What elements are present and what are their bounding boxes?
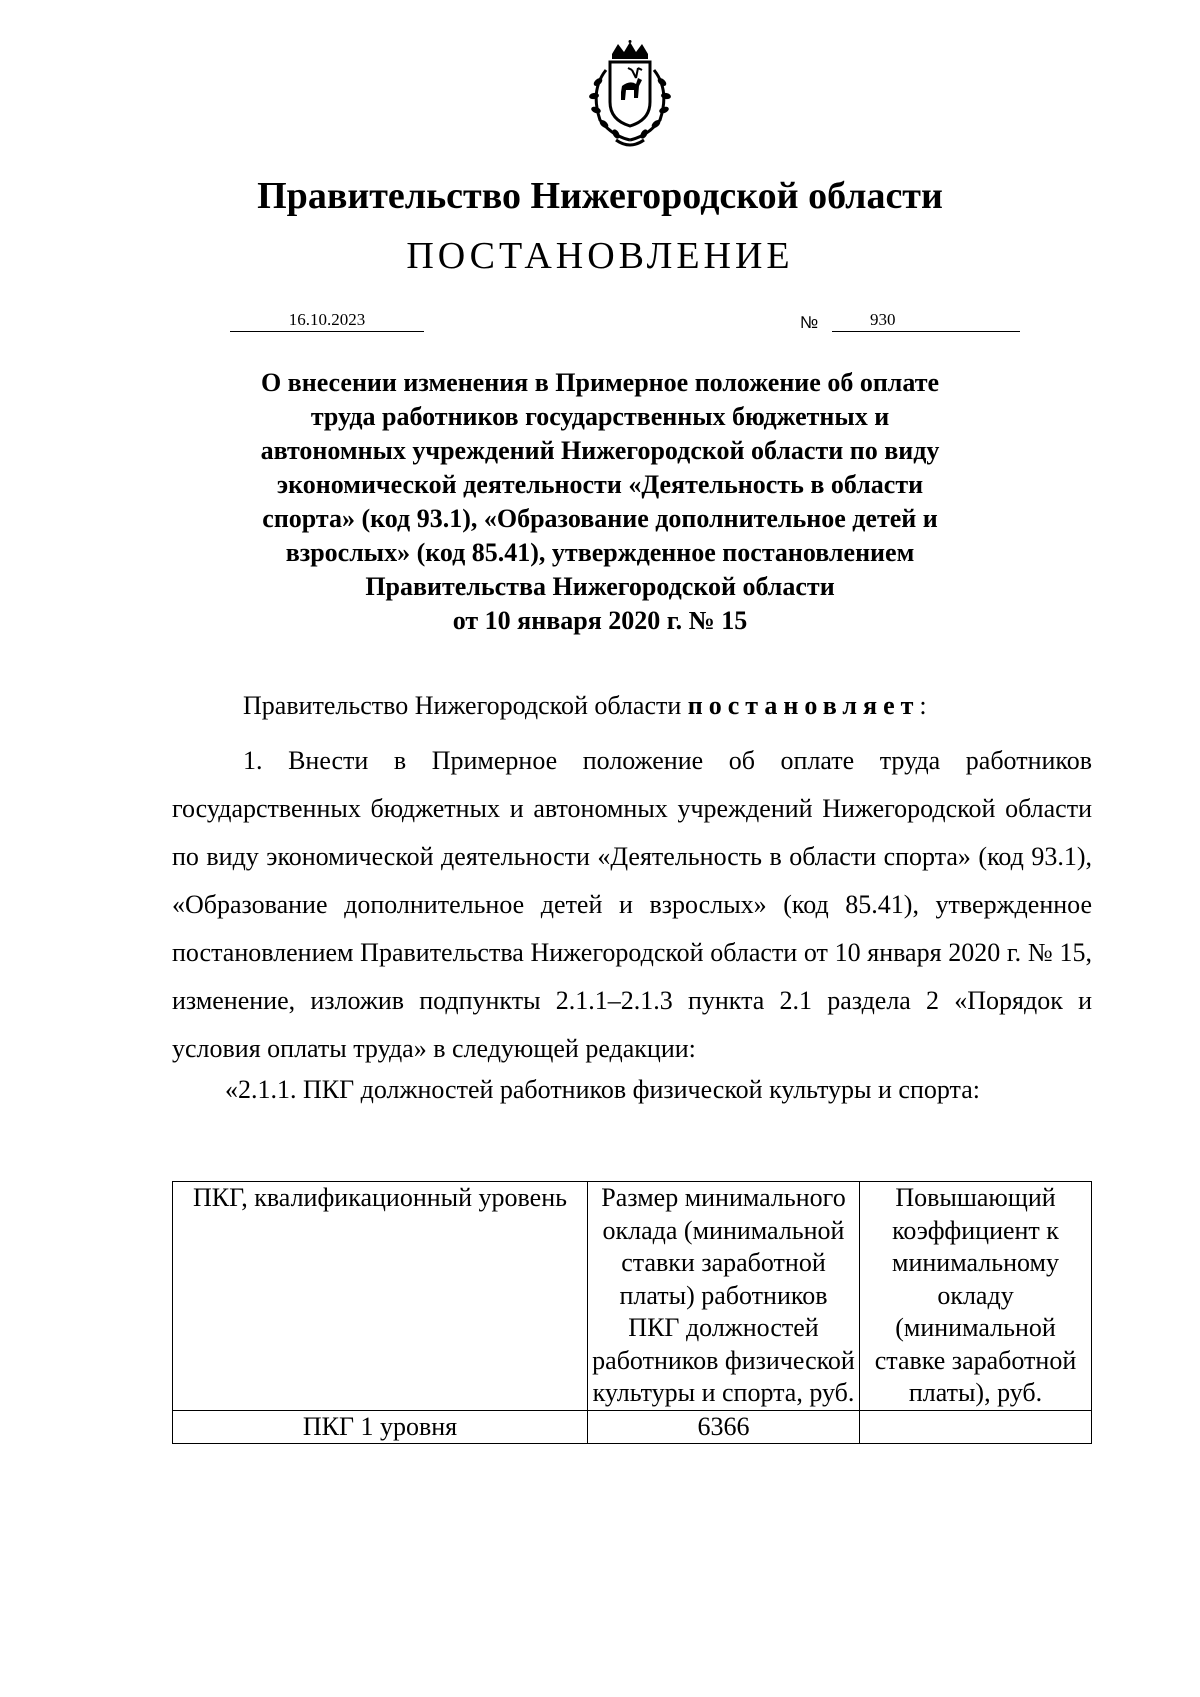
number-sign: №: [800, 313, 819, 332]
intro-text: Правительство Нижегородской области: [243, 691, 688, 720]
table-cell: ПКГ 1 уровня: [173, 1410, 588, 1444]
subject-line: от 10 января 2020 г. № 15: [452, 606, 748, 635]
subject-line: О внесении изменения в Примерное положение об оплате: [260, 368, 940, 397]
document-subject: [230, 366, 970, 638]
document-kind: ПОСТАНОВЛЕНИЕ: [406, 235, 794, 277]
subject-line: Правительства Нижегородской области: [365, 572, 835, 601]
subject-line: взрослых» (код 85.41), утвержденное постановлением: [285, 538, 915, 567]
subject-line: экономической деятельности «Деятельность в области: [276, 470, 924, 499]
subject-line: спорта» (код 93.1), «Образование дополнительное детей и: [262, 504, 938, 533]
document-number: 930: [870, 310, 896, 329]
document-number-line: [832, 309, 1020, 332]
subitem-2-1-1: «2.1.1. ПКГ должностей работников физической культуры и спорта:: [225, 1075, 980, 1104]
column-header-minimum-salary: Размер минимального оклада (минимальной ставки заработной платы) работников ПКГ должностей работников физической культуры и спорта, руб.: [588, 1182, 860, 1411]
table-cell: [860, 1410, 1092, 1444]
column-header-qualification: ПКГ, квалификационный уровень: [173, 1182, 588, 1411]
subject-line: труда работников государственных бюджетных и: [310, 402, 890, 431]
table-row: [173, 1410, 1092, 1444]
column-header-coefficient: Повышающий коэффициент к минимальному окладу (минимальной ставке заработной платы), руб.: [860, 1182, 1092, 1411]
document-date: 16.10.2023: [230, 309, 424, 332]
intro-resolves-word: постановляет: [687, 691, 920, 720]
government-title: Правительство Нижегородской области: [257, 175, 943, 217]
item-1: 1. Внести в Примерное положение об оплате труда работников государственных бюджетных и автономных учреждений Нижегородской области по виду экономической деятельности «Деятельность в области спорта» (код 93.1), «Образование дополнительное детей и взрослых» (код 85.41), утвержденное постановлением Правительства Нижегородской области от 10 января 2020 г. № 15, изменение, изложив подпункты 2.1.1–2.1.3 пункта 2.1 раздела 2 «Порядок и условия оплаты труда» в следующей редакции:: [172, 746, 1092, 1063]
document-body: [172, 689, 1092, 1107]
subject-line: автономных учреждений Нижегородской области по виду: [260, 436, 940, 465]
table-cell: 6366: [588, 1410, 860, 1444]
table-header-row: [173, 1182, 1092, 1411]
salary-table: [172, 1181, 1092, 1444]
intro-colon: :: [919, 691, 927, 720]
resolution-intro: [172, 689, 1092, 723]
coat-of-arms-icon: [572, 40, 688, 152]
